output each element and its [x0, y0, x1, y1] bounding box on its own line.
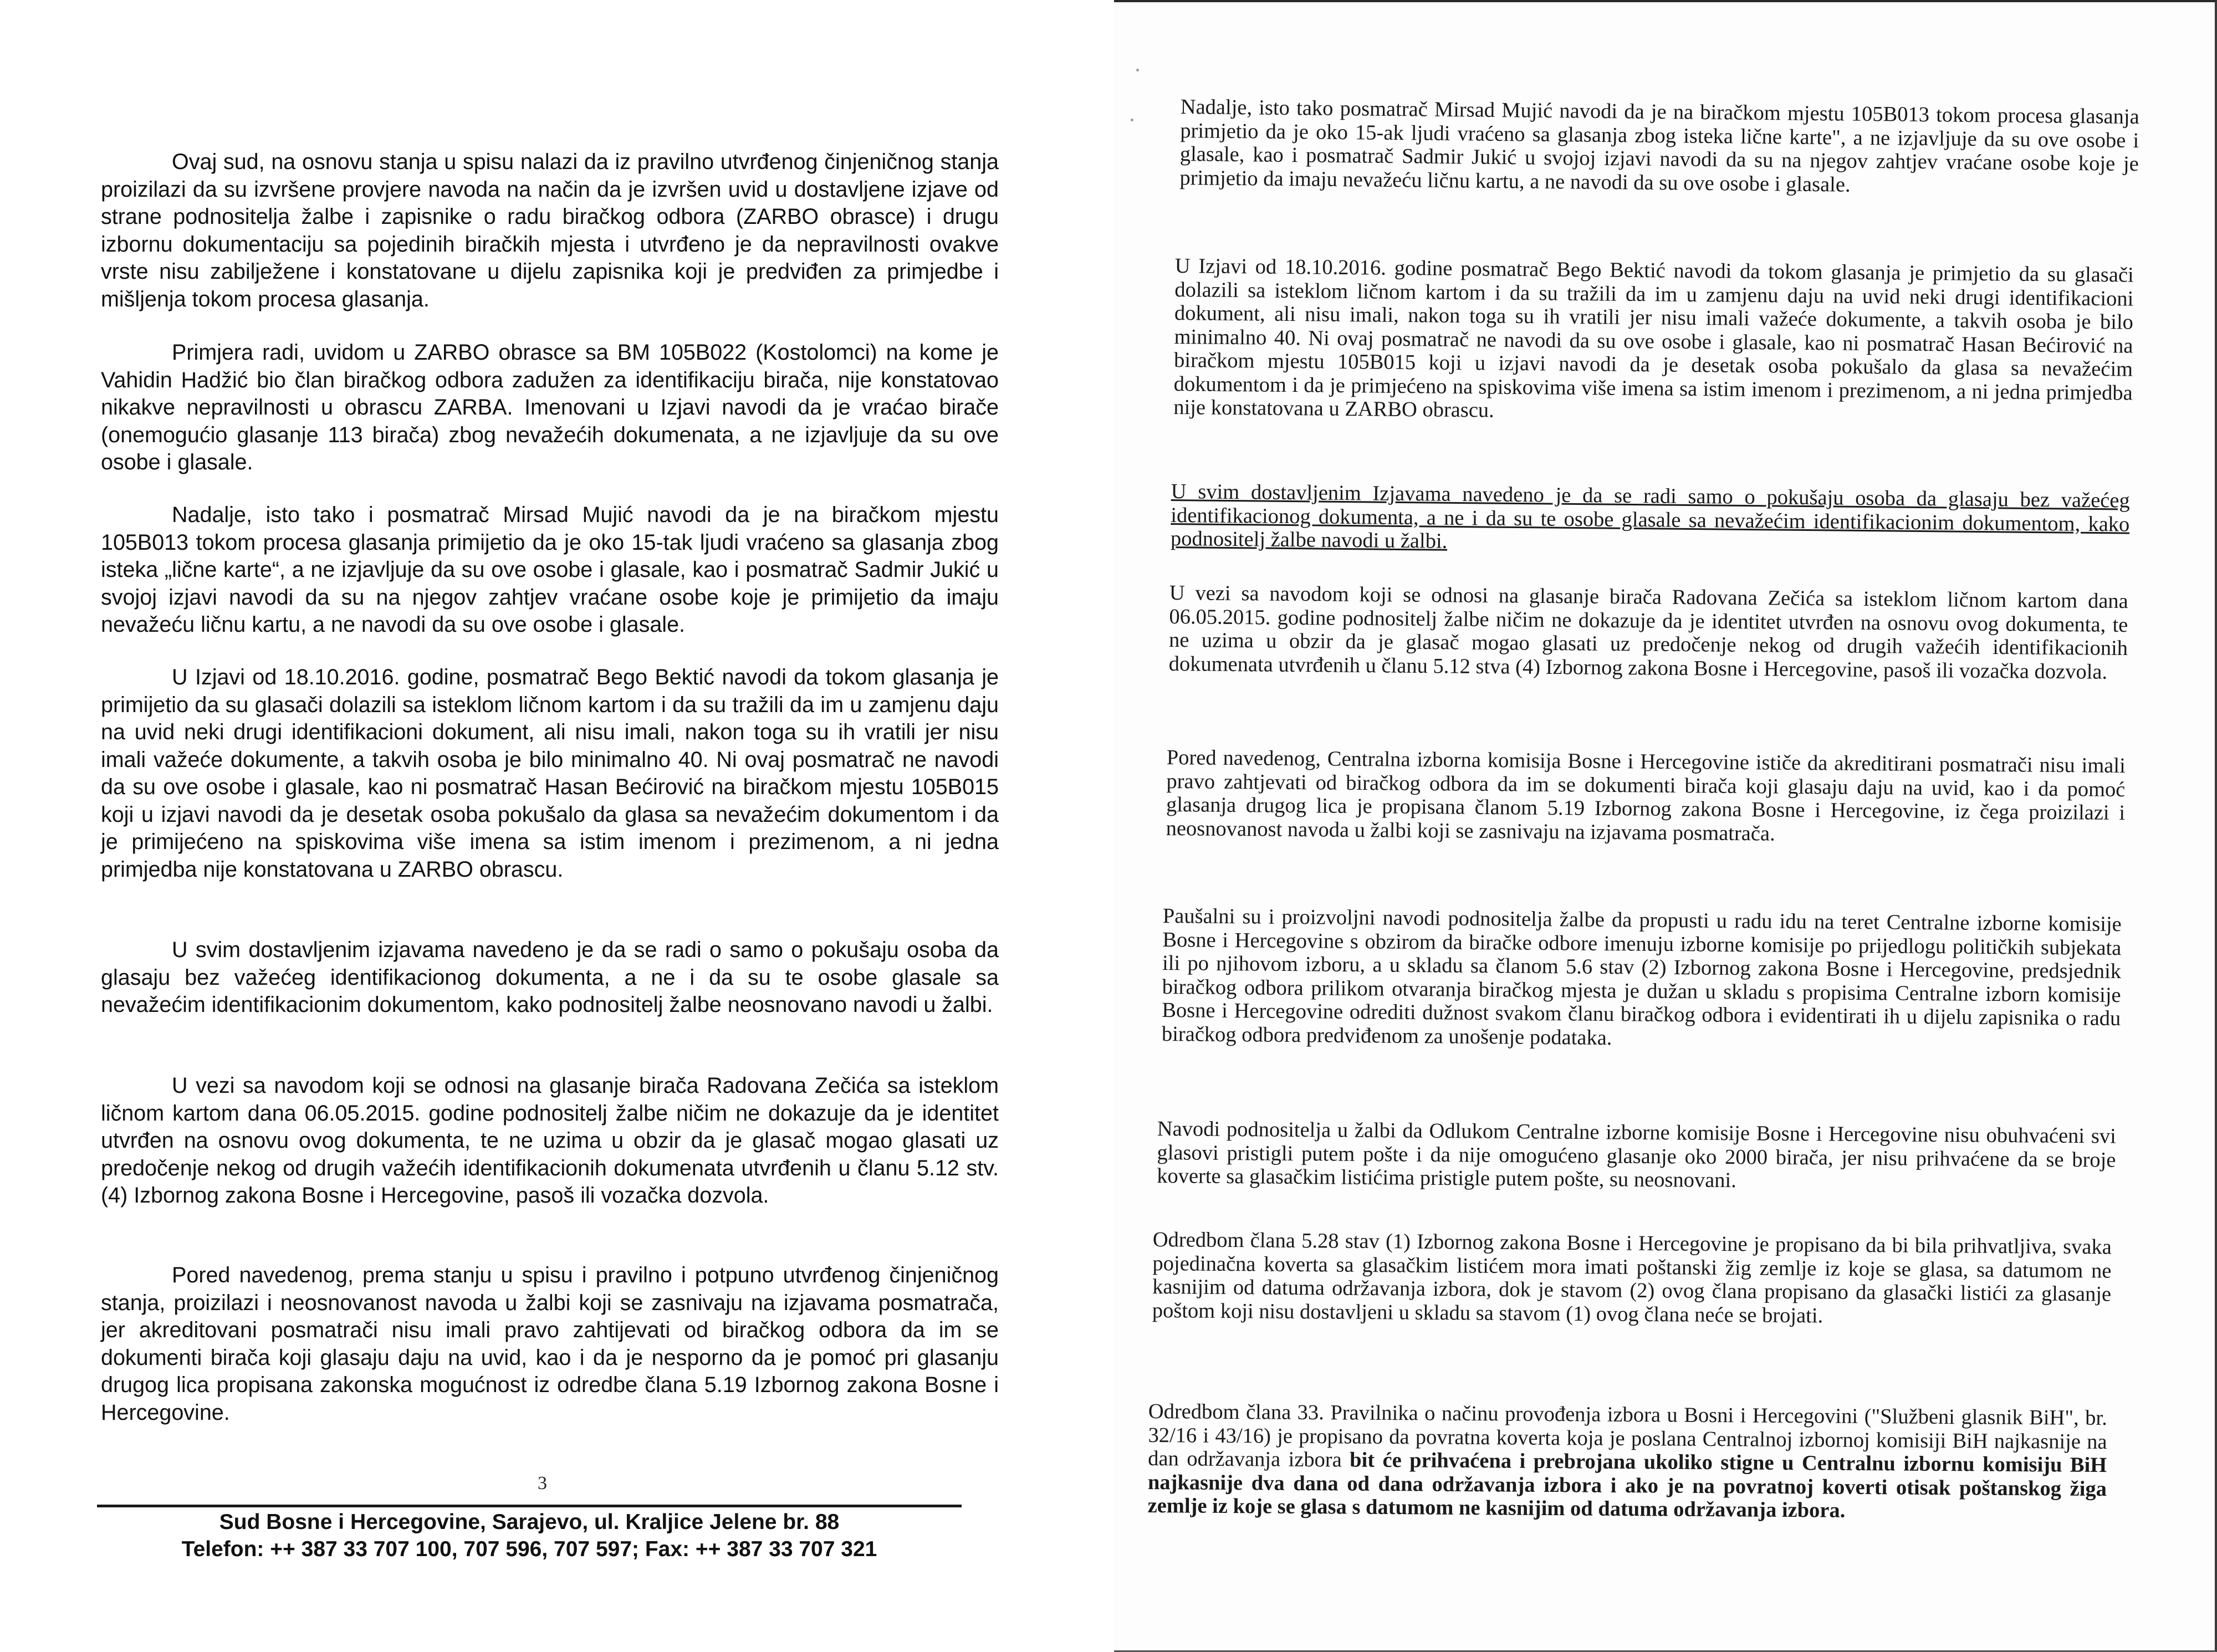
right-paragraph-6: Paušalni su i proizvoljni navodi podnositelja žalbe da propusti u radu idu na teret Centralne izborne komisije Bosne i Hercegovine s obzirom da biračke odbore imenuju izborne komisije po prijedlogu političkih subjekata ili po njihovom izboru, a u skladu sa članom 5.6 stav (2) Izbornog zakona Bosne i Hercegovine, predsjednik biračkog odbora prilikom otvaranja biračkog mjesta je dužan u skladu s propisima Centralne izborn komisije Bosne i Hercegovine odrediti dužnost svakom članu biračkog odbora i evidentirati ih u dijelu zapisnika o radu biračkog odbora predviđenom za unošenje podataka.	[1161, 904, 2122, 1050]
page-number: 3	[538, 1473, 547, 1494]
scan-speck	[1136, 69, 1139, 71]
footer-contact: Telefon: ++ 387 33 707 100, 707 596, 707 597; Fax: ++ 387 33 707 321	[181, 1537, 877, 1561]
left-paragraph-4: U Izjavi od 18.10.2016. godine, posmatrač Bego Bektić navodi da tokom glasanja je primijetio da su glasači dolazili sa isteklom ličnom kartom i da su tražili da im u zamjenu daju na uvid neki drugi identifikacioni dokument, ali nisu imali, nakon toga su ih vratili jer nisu imali važeće dokumente, a takvih osoba je bilo minimalno 40. Ni ovaj posmatrač ne navodi da su ove osobe i glasale, kao ni posmatrač Hasan Bećirović na biračkom mjestu 105B015 koji u izjavi navodi da je desetak osoba pokušalo da glasa sa nevažećim dokumentom i da je primijećeno na spiskovima više imena sa istim imenom i prezimenom, a ni jedna primjedba nije konstatovana u ZARBO obrascu.	[101, 665, 999, 882]
left-paragraph-7: Pored navedenog, prema stanju u spisu i pravilno i potpuno utvrđenog činjeničnog stanja, proizilazi i neosnovanost navoda u žalbi koji se zasnivaju na izjavama posmatrača, jer akreditovani posmatrači nisu imali pravo zahtijevati od biračkog odbora da im se dokumenti birača koji glasaju daju na uvid, kao i da je nesporno da je pomoć pri glasanju drugog lica propisana zakonska mogućnost iz odredbe člana 5.19 Izbornog zakona Bosne i Hercegovine.	[101, 1263, 999, 1425]
right-paragraph-7: Navodi podnositelja u žalbi da Odlukom Centralne izborne komisije Bosne i Hercegovine nisu obuhvaćeni svi glasovi pristigli putem pošte i da nije omogućeno glasanje oko 2000 birača, jer nisu prihvaćene da se broje koverte sa glasačkim listićima pristigle putem pošte, su neosnovani.	[1157, 1117, 2116, 1193]
left-paragraph-5: U svim dostavljenim izjavama navedeno je da se radi o samo o pokušaju osoba da glasaju bez važećeg identifikacionog dokumenta, a ne i da su te osobe glasale sa nevažećim identifikacionim dokumentom, kako podnositelj žalbe neosnovano navodi u žalbi.	[101, 938, 999, 1017]
right-paragraph-9-plain: Odredbom člana 33. Pravilnika o načinu provođenja izbora u Bosni i Hercegovini ("Službeni glasnik BiH", br. 32/16 i 43/16) je propisano da povratna koverta koja je poslana Centralnoj izbornoj komisiji BiH najkasnije na dan održavanja izbora	[1148, 1400, 2107, 1472]
scan-speck	[1131, 119, 1133, 121]
right-paragraph-8: Odredbom člana 5.28 stav (1) Izbornog zakona Bosne i Hercegovine je propisano da bi bila prihvatljiva, svaka pojedinačna koverta sa glasačkim listićem mora imati poštanski žig zemlje iz koje se glasa, sa datumom ne kasnijim od datuma održavanja izbora, dok je stavom (2) ovog člana propisano da glasački listići za glasanje poštom koji nisu dostavljeni u skladu sa stavom (1) ovog člana neće se brojati.	[1152, 1228, 2112, 1328]
right-paragraph-3-underlined: U svim dostavljenim Izjavama navedeno je da se radi samo o pokušaju osoba da glasaju bez važećeg identifikacionog dokumenta, a ne i da su te osobe glasale sa nevažećim identifikacionim dokumentom, kako podnositelj žalbe navodi u žalbi.	[1170, 480, 2130, 553]
right-paragraph-2: U Izjavi od 18.10.2016. godine posmatrač Bego Bektić navodi da tokom glasanja je primjetio da su glasači dolazili sa isteklom ličnom kartom i da su tražili da im u zamjenu daju na uvid neki drugi identifikacioni dokument, ali nisu imali, nakon toga su ih vratili jer nisu imali važeće dokumente, a takvih osoba je bilo minimalno 40. Ni ovaj posmatrač ne navodi da su ove osobe i glasale, kao ni posmatrač Hasan Bećirović na biračkom mjestu 105B015 koji u izjavi navodi da je desetak osoba pokušalo da glasa sa nevažećim dokumentom i da je primjećeno na spiskovima više imena sa istim imenom i prezimenom, a ni jedna primjedba nije konstatovana u ZARBO obrascu.	[1173, 254, 2134, 422]
right-paragraph-9-bold: bit će prihvaćena i prebrojana ukoliko stigne u Centralnu izbornu komisiju BiH najkasnije dva dana od dana održavanja izbora i ako je na povratnoj koverti otisak poštanskog žiga zemlje iz koje se glasa s datumom ne kasnijim od datuma održavanja izbora.	[1147, 1448, 2107, 1522]
left-paragraph-3: Nadalje, isto tako i posmatrač Mirsad Mujić navodi da je na biračkom mjestu 105B013 tokom procesa glasanja primijetio da je oko 15-tak ljudi vraćeno sa glasanja zbog isteka „lične karte“, a ne izjavljuje da su ove osobe i glasale, kao i posmatrač Sadmir Jukić u svojoj izjavi navodi da su na njegov zahtjev vraćane osobe koje je primijetio da imaju nevažeću ličnu kartu, a ne navodi da su ove osobe i glasale.	[101, 503, 999, 637]
right-page	[1114, 0, 2217, 1652]
footer-address: Sud Bosne i Hercegovine, Sarajevo, ul. Kraljice Jelene br. 88	[219, 1510, 840, 1534]
right-paragraph-1: Nadalje, isto tako posmatrač Mirsad Mujić navodi da je na biračkom mjestu 105B013 tokom procesa glasanja primjetio da je oko 15-ak ljudi vraćeno sa glasanja zbog isteka lične karte", a ne izjavljuje da su ove osobe i glasale, kao i posmatrač Sadmir Jukić u svojoj izjavi navodi da su na njegov zahtjev vraćane osobe koje je primjetio da imaju nevažeću ličnu kartu, a ne navodi da su ove osobe i glasale.	[1179, 95, 2139, 197]
footer-divider	[97, 1505, 962, 1507]
left-paragraph-2: Primjera radi, uvidom u ZARBO obrasce sa BM 105B022 (Kostolomci) na kome je Vahidin Hadžić bio član biračkog odbora zadužen za identifikaciju birača, nije konstatovao nikakve nepravilnosti u obrascu ZARBA. Imenovani u Izjavi navodi da je vraćao birače (onemogućio glasanje 113 birača) zbog nevažećih dokumenata, a ne izjavljuje da su ove osobe i glasale.	[101, 340, 999, 474]
left-paragraph-1: Ovaj sud, na osnovu stanja u spisu nalazi da iz pravilno utvrđenog činjeničnog stanja proizilazi da su izvršene provjere navoda na način da je izvršen uvid u dostavljene izjave od strane podnositelja žalbe i zapisnike o radu biračkog odbora (ZARBO obrasce) i drugu izbornu dokumentaciju sa pojedinih biračkih mjesta i utvrđeno je da nepravilnosti ovakve vrste nisu zabilježene i konstatovane u dijelu zapisnika koji je predviđen za primjedbe i mišljenja tokom procesa glasanja.	[101, 150, 999, 311]
right-paragraph-9	[1148, 1400, 2107, 1525]
left-paragraph-6: U vezi sa navodom koji se odnosi na glasanje birača Radovana Zečića sa isteklom ličnom kartom dana 06.05.2015. godine podnositelj žalbe ničim ne dokazuje da je identitet utvrđen na osnovu ovog dokumenta, te ne uzima u obzir da je glasač mogao glasati uz predočenje nekog od drugih važećih identifikacionih dokumenata utvrđenih u članu 5.12 stv.(4) Izbornog zakona Bosne i Hercegovine, pasoš ili vozačka dozvola.	[101, 1073, 999, 1208]
right-paragraph-5: Pored navedenog, Centralna izborna komisija Bosne i Hercegovine ističe da akreditirani posmatrači nisu imali pravo zahtjevati od biračkog odbora da im se dokumenti birača koji glasaju daju na uvid, kao i da pomoć glasanja drugog lica je propisana članom 5.19 Izbornog zakona Bosne i Hercegovine, iz čega proizilazi i neosnovanost navoda u žalbi koji se zasnivaju na izjavama posmatrača.	[1166, 746, 2126, 846]
right-paragraph-4: U vezi sa navodom koji se odnosi na glasanje birača Radovana Zečića sa isteklom ličnom kartom dana 06.05.2015. godine podnositelj žalbe ničim ne dokazuje da je identitet utvrđen na osnovu ovog dokumenta, te ne uzima u obzir da je glasač mogao glasati uz predočenje nekog od drugih važećih identifikacionih dokumenata utvrđenih u članu 5.12 stva (4) Izbornog zakona Bosne i Hercegovine, pasoš ili vozačka dozvola.	[1168, 581, 2128, 684]
left-page	[0, 0, 1106, 1652]
